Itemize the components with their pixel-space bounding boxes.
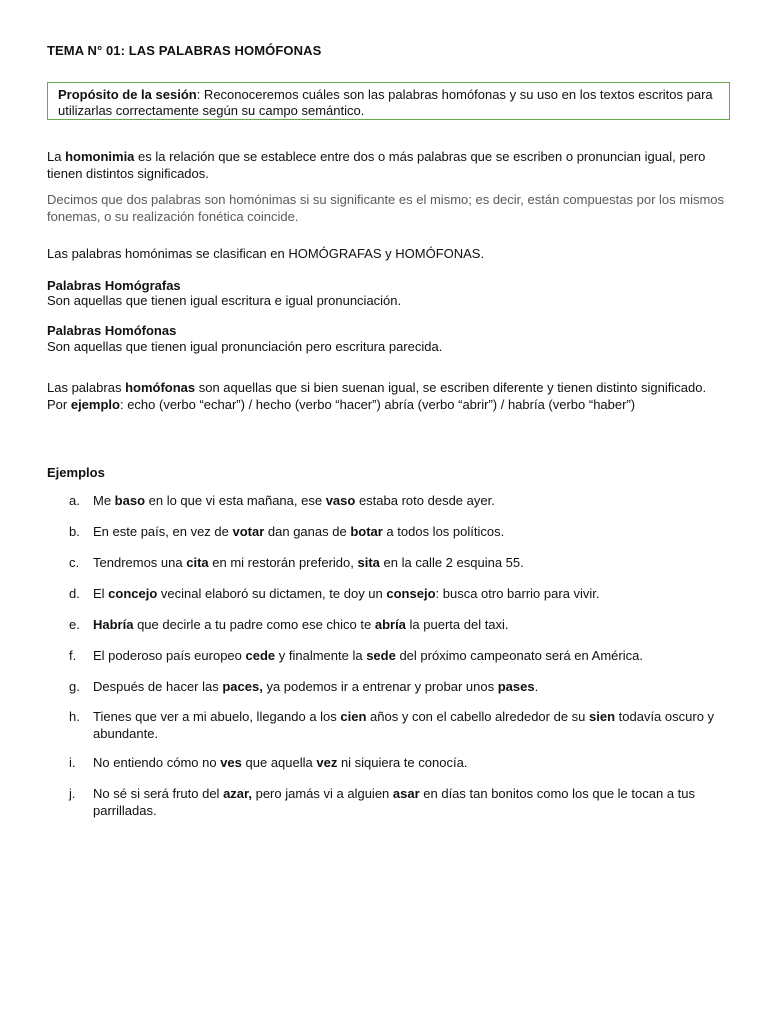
homophone-word: ves	[220, 755, 242, 770]
example-letter: j.	[69, 786, 76, 801]
definition-paragraph	[47, 379, 727, 413]
definition-text: : echo (verbo “echar”) / hecho (verbo “hacer”) abría (verbo “abrir”) / habría (verbo “haber”)	[119, 397, 636, 412]
example-text	[93, 708, 723, 742]
homophone-word: Habría	[93, 617, 134, 632]
homophone-word: cita	[186, 555, 209, 570]
example-letter: f.	[69, 648, 77, 663]
homophone-word: asar	[392, 786, 420, 801]
example-text	[93, 785, 723, 819]
example-fragment: Después de hacer las	[93, 679, 223, 694]
example-letter: b.	[69, 524, 80, 539]
intro-paragraph-3: Las palabras homónimas se clasifican en HOMÓGRAFAS y HOMÓFONAS.	[47, 246, 485, 261]
homophone-word: sede	[366, 648, 396, 663]
example-fragment: en la calle 2 esquina 55.	[379, 555, 524, 570]
example-fragment: No sé si será fruto del	[93, 786, 224, 801]
homophone-word: consejo	[386, 586, 436, 601]
example-fragment: No entiendo cómo no	[93, 755, 221, 770]
example-text	[93, 678, 723, 695]
intro-text: La	[47, 149, 66, 164]
example-fragment: El poderoso país europeo	[93, 648, 246, 663]
homophone-word: votar	[232, 524, 265, 539]
example-text	[93, 554, 723, 571]
example-fragment: en días tan bonitos como los que le tocan a tus parrilladas.	[93, 786, 695, 818]
homophone-word: baso	[114, 493, 146, 508]
homophone-word: vez	[316, 755, 338, 770]
example-fragment: del próximo campeonato será en América.	[395, 648, 643, 663]
example-fragment: en mi restorán preferido,	[208, 555, 358, 570]
homophone-word: vaso	[325, 493, 356, 508]
example-fragment: Tendremos una	[93, 555, 187, 570]
document-title: TEMA N° 01: LAS PALABRAS HOMÓFONAS	[47, 43, 322, 58]
homografas-text: Son aquellas que tienen igual escritura e igual pronunciación.	[47, 293, 402, 308]
homophone-word: sita	[357, 555, 380, 570]
example-text	[93, 754, 723, 771]
homophone-word: abría	[374, 617, 406, 632]
example-text	[93, 647, 723, 664]
example-fragment: años y con el cabello alrededor de su	[366, 709, 590, 724]
example-fragment: estaba roto desde ayer.	[355, 493, 495, 508]
definition-text: Las palabras	[47, 380, 126, 395]
example-fragment: la puerta del taxi.	[405, 617, 509, 632]
intro-paragraph-1	[47, 148, 727, 182]
example-fragment: en lo que vi esta mañana, ese	[145, 493, 326, 508]
purpose-box	[47, 82, 730, 120]
example-letter: h.	[69, 709, 80, 724]
example-letter: d.	[69, 586, 80, 601]
example-fragment: y finalmente la	[275, 648, 367, 663]
example-fragment: : busca otro barrio para vivir.	[435, 586, 600, 601]
example-fragment: Me	[93, 493, 115, 508]
homophone-word: cede	[245, 648, 276, 663]
example-text	[93, 523, 723, 540]
example-fragment: Tienes que ver a mi abuelo, llegando a los	[93, 709, 341, 724]
intro-text: es la relación que se establece entre dos o más palabras que se escriben o pronuncian igual, pero tienen distintos significados.	[47, 149, 706, 181]
homophone-word: paces,	[222, 679, 263, 694]
example-fragment: En este país, en vez de	[93, 524, 233, 539]
purpose-label: Propósito de la sesión	[58, 87, 197, 102]
purpose-text: : Reconoceremos cuáles son las palabras homófonas y su uso en los textos escritos para utilizarlas correctamente según su campo semántico.	[58, 87, 713, 118]
example-fragment: todavía oscuro y abundante.	[93, 709, 715, 741]
example-letter: i.	[69, 755, 76, 770]
example-letter: a.	[69, 493, 80, 508]
example-letter: c.	[69, 555, 80, 570]
example-fragment: ni siquiera te conocía.	[337, 755, 468, 770]
example-fragment: El	[93, 586, 109, 601]
example-fragment: .	[534, 679, 539, 694]
example-fragment: ya podemos ir a entrenar y probar unos	[262, 679, 498, 694]
example-letter: e.	[69, 617, 80, 632]
homophone-word: sien	[589, 709, 616, 724]
example-fragment: dan ganas de	[264, 524, 351, 539]
example-fragment: que decirle a tu padre como ese chico te	[133, 617, 375, 632]
homophone-word: azar,	[223, 786, 252, 801]
homophone-word: pases	[497, 679, 535, 694]
example-text	[93, 616, 723, 633]
homophone-word: botar	[350, 524, 383, 539]
intro-paragraph-2: Decimos que dos palabras son homónimas si su significante es el mismo; es decir, están compuestas por los mismos fonemas, o su realización fonética coincide.	[47, 192, 725, 224]
example-fragment: vecinal elaboró su dictamen, te doy un	[157, 586, 387, 601]
example-text	[93, 492, 723, 509]
homofonas-text: Son aquellas que tienen igual pronunciación pero escritura parecida.	[47, 339, 443, 354]
example-fragment: que aquella	[241, 755, 317, 770]
examples-title: Ejemplos	[47, 465, 105, 480]
example-fragment: a todos los políticos.	[382, 524, 505, 539]
homografas-heading: Palabras Homógrafas	[47, 278, 181, 293]
homofonas-term: homófonas	[125, 380, 196, 395]
homonimia-term: homonimia	[65, 149, 135, 164]
homophone-word: concejo	[108, 586, 158, 601]
example-letter: g.	[69, 679, 80, 694]
example-fragment: pero jamás vi a alguien	[251, 786, 393, 801]
homophone-word: cien	[340, 709, 367, 724]
ejemplo-term: ejemplo	[70, 397, 120, 412]
homofonas-heading: Palabras Homófonas	[47, 323, 177, 338]
definition-text: son aquellas que si bien suenan igual, se escriben diferente y tienen distinto significado. Por	[47, 380, 707, 412]
example-text	[93, 585, 723, 602]
